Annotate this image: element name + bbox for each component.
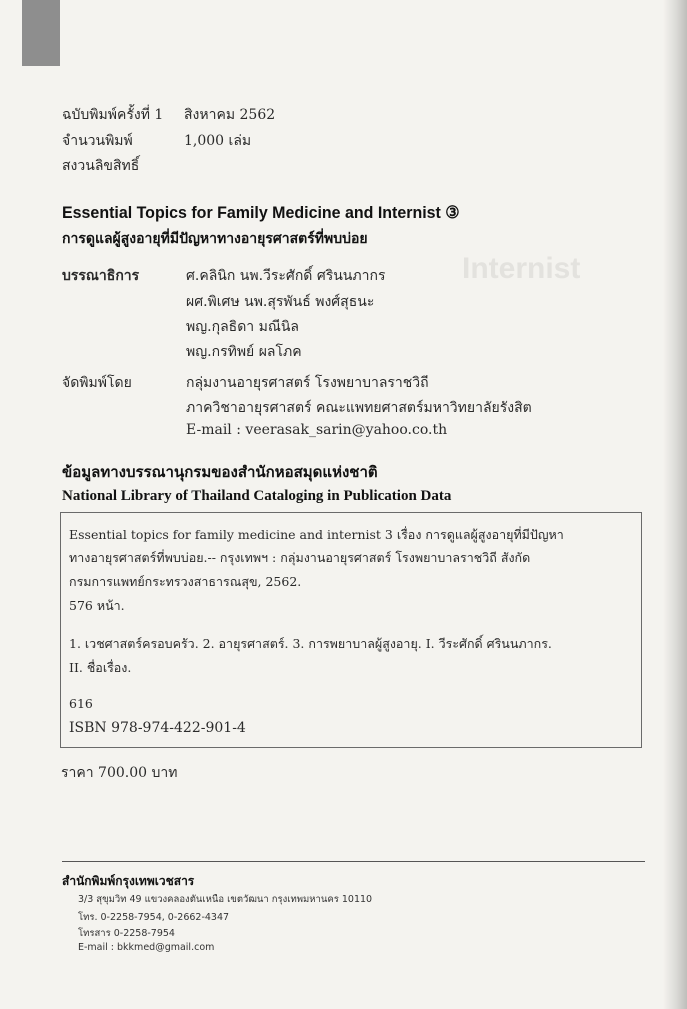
cip-entry-line: Essential topics for family medicine and internist 3 เรื่อง การดูแลผู้สูงอายุที่มีปัญหา — [69, 527, 564, 542]
book-title-en: Essential Topics for Family Medicine and Internist ③ — [62, 203, 460, 222]
page-edge-shadow — [663, 0, 687, 1009]
cip-heading-th: ข้อมูลทางบรรณานุกรมของสำนักหอสมุดแห่งชาติ — [62, 463, 378, 481]
press-address: 3/3 สุขุมวิท 49 แขวงคลองตันเหนือ เขตวัฒนา กรุงเทพมหานคร 10110 — [78, 894, 373, 905]
cip-entry-line: ทางอายุรศาสตร์ที่พบบ่อย.-- กรุงเทพฯ : กลุ่มงานอายุรศาสตร์ โรงพยาบาลราชวิถี สังกัด — [69, 550, 531, 565]
press-name: สำนักพิมพ์กรุงเทพเวชสาร — [62, 874, 195, 888]
cip-pages: 576 หน้า. — [69, 598, 125, 613]
edition-label: ฉบับพิมพ์ครั้งที่ 1 — [62, 107, 164, 123]
edition-value: สิงหาคม 2562 — [184, 107, 276, 123]
copyright-label: สงวนลิขสิทธิ์ — [62, 158, 140, 174]
price: ราคา 700.00 บาท — [61, 765, 178, 781]
cip-subject-line: 1. เวชศาสตร์ครอบครัว. 2. อายุรศาสตร์. 3. การพยาบาลผู้สูงอายุ. I. วีระศักดิ์ ศรินนภากร. — [69, 636, 552, 651]
cip-class-number: 616 — [69, 696, 93, 711]
publisher-label: จัดพิมพ์โดย — [62, 375, 132, 391]
editor-name: ศ.คลินิก นพ.วีระศักดิ์ ศรินนภากร — [186, 268, 386, 284]
press-phone: โทร. 0-2258-7954, 0-2662-4347 — [78, 912, 230, 923]
publisher-email: E-mail : veerasak_sarin@yahoo.co.th — [186, 422, 448, 438]
publisher-line: กลุ่มงานอายุรศาสตร์ โรงพยาบาลราชวิถี — [186, 375, 429, 391]
cip-box — [60, 512, 642, 748]
page-tab-mark — [22, 0, 60, 66]
editors-label: บรรณาธิการ — [62, 268, 140, 284]
cip-isbn: ISBN 978-974-422-901-4 — [69, 720, 246, 736]
editor-name: พญ.กุลธิดา มณีนิล — [186, 319, 299, 335]
print-run-value: 1,000 เล่ม — [184, 133, 252, 149]
cip-heading-en: National Library of Thailand Cataloging in Publication Data — [62, 488, 452, 504]
print-run-label: จำนวนพิมพ์ — [62, 133, 133, 149]
press-email: E-mail : bkkmed@gmail.com — [78, 942, 215, 953]
cip-entry-line: กรมการแพทย์กระทรวงสาธารณสุข, 2562. — [69, 574, 302, 589]
editor-name: ผศ.พิเศษ นพ.สุรพันธ์ พงศ์สุธนะ — [186, 294, 375, 310]
editor-name: พญ.กรทิพย์ ผลโภค — [186, 344, 302, 360]
show-through-text: Internist — [462, 252, 581, 285]
book-title-th: การดูแลผู้สูงอายุที่มีปัญหาทางอายุรศาสตร์ที่พบบ่อย — [62, 231, 368, 247]
cip-subject-line: II. ชื่อเรื่อง. — [69, 660, 132, 675]
publisher-line: ภาควิชาอายุรศาสตร์ คณะแพทยศาสตร์มหาวิทยาลัยรังสิต — [186, 400, 532, 416]
press-fax: โทรสาร 0-2258-7954 — [78, 928, 175, 939]
footer-divider — [62, 861, 645, 862]
